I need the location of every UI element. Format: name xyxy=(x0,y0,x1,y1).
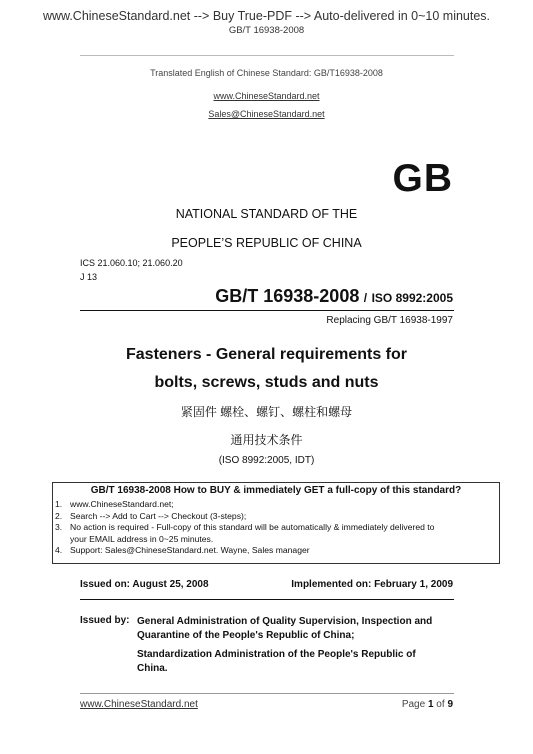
standard-number xyxy=(215,286,453,307)
number-separator: / xyxy=(363,291,368,305)
buy-instructions-box xyxy=(52,482,500,564)
buy-box-title: GB/T 16938-2008 How to BUY & immediately GET a full-copy of this standard? xyxy=(90,485,462,496)
title-line2: bolts, screws, studs and nuts xyxy=(154,374,379,391)
title-line1: Fasteners - General requirements for xyxy=(126,346,407,363)
step-text[interactable]: Support: Sales@ChineseStandard.net. Wayne, Sales manager xyxy=(70,545,310,555)
step-text: No action is required - Full-copy of this standard will be automatically & immediately delivered to xyxy=(70,522,435,532)
step-number: 1. xyxy=(55,499,63,509)
buy-step xyxy=(55,522,434,534)
buy-step xyxy=(55,545,434,557)
step-number: 3. xyxy=(55,522,63,532)
gb-number: GB/T 16938-2008 xyxy=(215,286,360,306)
page-total: 9 xyxy=(447,699,453,710)
step-text: Search --> Add to Cart --> Checkout (3-steps); xyxy=(70,510,247,521)
header-doc-code: GB/T 16938-2008 xyxy=(228,25,305,36)
buy-steps-list xyxy=(55,499,434,557)
step-text[interactable]: www.ChineseStandard.net; xyxy=(70,499,174,509)
page-of: of xyxy=(433,699,448,710)
iso-reference: (ISO 8992:2005, IDT) xyxy=(218,455,315,466)
national-standard-line2: PEOPLE’S REPUBLIC OF CHINA xyxy=(171,236,362,250)
page-indicator xyxy=(402,699,453,710)
website-link[interactable]: www.ChineseStandard.net xyxy=(213,91,320,101)
header-banner: www.ChineseStandard.net --> Buy True-PDF --> Auto-delivered in 0~10 minutes. xyxy=(42,9,491,23)
chinese-title-line2: 通用技术条件 xyxy=(230,433,303,447)
header-divider xyxy=(80,55,454,56)
implemented-date: Implemented on: February 1, 2009 xyxy=(291,579,453,590)
issued-by-label: Issued by: xyxy=(80,615,130,626)
issuer-1-line2: Quarantine of the People's Republic of China; xyxy=(137,630,355,641)
gb-logo: GB xyxy=(392,157,453,200)
translation-email-row xyxy=(0,104,533,122)
replacing-note: Replacing GB/T 16938-1997 xyxy=(326,315,453,326)
buy-step xyxy=(55,511,434,523)
footer-website-link[interactable]: www.ChineseStandard.net xyxy=(80,699,198,710)
ics-code: ICS 21.060.10; 21.060.20 xyxy=(80,258,183,268)
step-number: 4. xyxy=(55,545,63,555)
dates-divider xyxy=(80,599,454,600)
buy-step xyxy=(55,499,434,511)
national-standard-line1: NATIONAL STANDARD OF THE xyxy=(175,207,358,221)
step-number: 2. xyxy=(55,510,63,521)
email-link[interactable]: Sales@ChineseStandard.net xyxy=(208,109,325,119)
iso-number: ISO 8992:2005 xyxy=(371,291,453,305)
translation-note: Translated English of Chinese Standard: GB/T16938-2008 xyxy=(150,68,383,78)
page-prefix: Page xyxy=(401,699,428,710)
step-text: your EMAIL address in 0~25 minutes. xyxy=(70,533,214,544)
issuer-2-line1: Standardization Administration of the People's Republic of xyxy=(137,649,416,660)
translation-website-row xyxy=(0,86,533,104)
chinese-title-line1: 紧固件 螺栓、螺钉、螺柱和螺母 xyxy=(180,405,353,419)
footer-divider xyxy=(80,693,454,694)
issued-date: Issued on: August 25, 2008 xyxy=(80,579,209,590)
buy-step xyxy=(55,534,434,546)
issuer-2-line2: China. xyxy=(137,663,168,674)
issuer-1-line1: General Administration of Quality Supervision, Inspection and xyxy=(137,616,433,627)
page-current: 1 xyxy=(427,699,434,710)
classification-code: J 13 xyxy=(80,272,98,282)
standard-divider xyxy=(80,310,454,311)
